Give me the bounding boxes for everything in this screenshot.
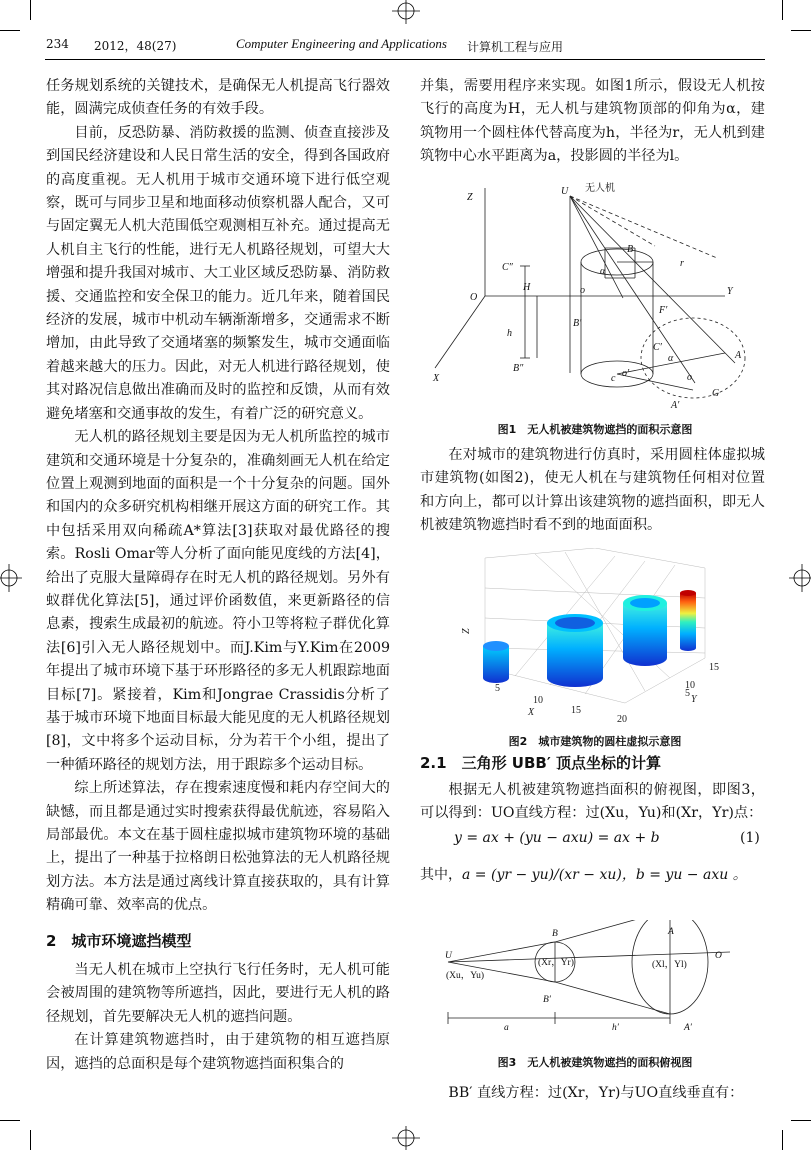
crop-mark xyxy=(30,1130,31,1150)
label-uu: (Xu，Yu) xyxy=(446,971,484,981)
right-column-p4 xyxy=(420,1082,765,1105)
figure-1-caption: 图1 无人机被建筑物遮挡的面积示意图 xyxy=(497,423,693,436)
y-tick: 15 xyxy=(709,662,719,673)
journal-title-en: Computer Engineering and Applications xyxy=(236,36,447,51)
paragraph: 任务规划系统的关键技术，是确保无人机提高飞行器效能，圆满完成侦查任务的有效手段。 xyxy=(46,78,390,118)
label-uav: 无人机 xyxy=(585,183,615,194)
label-h-big: H xyxy=(523,282,531,293)
label-y: Y xyxy=(727,286,733,297)
registration-mark xyxy=(789,560,811,596)
paragraph: 在计算建筑物遮挡时，由于建筑物的相互遮挡原因，遮挡的总面积是每个建筑物遮挡面积集合的 xyxy=(46,1032,390,1072)
label-b1: B′ xyxy=(573,318,582,329)
volume-info: 2012，48(27) xyxy=(94,39,177,53)
label-br: (Xr，Yr) xyxy=(538,958,574,968)
equation-1: y = ax + (yu − axu) = ax + b xyxy=(454,830,660,846)
label-u: U xyxy=(445,951,452,961)
label-al: (Xl，Yl) xyxy=(652,960,687,970)
label-b: B xyxy=(552,929,558,939)
label-c: c xyxy=(611,373,616,384)
equation-1-number: (1) xyxy=(740,830,760,846)
equation-2-prefix: 其中， xyxy=(420,867,462,883)
label-a1: A′ xyxy=(671,400,680,411)
label-g: G xyxy=(712,388,720,399)
label-o1: o′ xyxy=(622,368,630,379)
figure-1-diagram xyxy=(425,178,765,413)
crop-mark xyxy=(0,1120,20,1121)
label-b: B xyxy=(627,244,634,255)
label-o-small: o xyxy=(580,285,585,296)
paragraph: 并集，需要用程序来实现。如图1所示，假设无人机按飞行的高度为H，无人机与建筑物顶部的仰角为α，建筑物用一个圆柱体代替高度为h，半径为r，无人机到建筑物中心水平距离为a，投影圆的半径为l。 xyxy=(420,78,765,165)
label-alpha2: α xyxy=(668,353,674,364)
x-tick: 10 xyxy=(533,695,543,706)
figure-2-3d-plot xyxy=(455,548,735,726)
label-o-small2: o xyxy=(687,372,692,383)
label-h: h xyxy=(507,328,512,339)
y-tick: 5 xyxy=(685,688,690,699)
label-b1: B′ xyxy=(543,995,551,1005)
right-column-p2 xyxy=(420,444,765,538)
registration-mark xyxy=(388,1124,424,1150)
label-a: A xyxy=(668,927,674,937)
figure-3-top-view xyxy=(440,920,760,1040)
label-c2: C″ xyxy=(502,262,513,273)
paragraph: 当无人机在城市上空执行飞行任务时，无人机可能会被周围的建筑物等所遮挡，因此，要进行无人机的路径规划，首先要解决无人机的遮挡问题。 xyxy=(46,962,390,1025)
axis-z-label: Z xyxy=(461,628,472,634)
x-tick: 15 xyxy=(571,705,581,716)
crop-mark xyxy=(791,1120,811,1121)
label-z: Z xyxy=(467,192,473,203)
paragraph: 在对城市的建筑物进行仿真时，采用圆柱体虚拟城市建筑物(如图2)，使无人机在与建筑物任何相对位置和方向上，都可以计算出该建筑物的遮挡面积，即无人机被建筑物遮挡时看不到的地面面积。 xyxy=(420,447,765,534)
label-o: O xyxy=(715,951,722,961)
label-dist-a: a xyxy=(504,1023,509,1033)
paragraph: 无人机的路径规划主要是因为无人机所监控的城市建筑和交通环境是十分复杂的，准确刻画无人机在给定位置上观测到地面的面积是一个十分复杂的问题。国外和国内的众多研究机构相继开展这方面的研究工作。其中包括采用双向稀疏A*算法[3]获取对最优路径的搜索。Rosli Omar等人分析了面向能见度线的方法[4]，给出了克服大量障碍存在时无人机的路径规划。另外有蚁群优化算法[5]，通过评价函数值，来更新路径的信息素，搜索生成最初的航迹。符小卫等将粒子群优化算法[6]引入无人路径规划中。而J.Kim与Y.Kim在2009年提出了城市环境下基于环形路径的多无人机跟踪地面目标[7]。紧接着，Kim和Jongrae Crassidis分析了基于城市环境下地面目标最大能见度的无人机路径规划[8]，文中将多个运动目标，分为若干个小组，提出了一种循环路径的规划方法，用于跟踪多个运动目标。 xyxy=(46,429,390,773)
page-number: 234 xyxy=(46,37,69,51)
label-a1: A′ xyxy=(684,1023,692,1033)
running-header xyxy=(0,0,811,60)
label-a: A xyxy=(735,350,742,361)
registration-mark xyxy=(0,560,22,596)
journal-title-cn: 计算机工程与应用 xyxy=(467,40,564,54)
crop-mark xyxy=(782,1130,783,1150)
label-dist-h: h′ xyxy=(612,1023,619,1033)
label-b2: B″ xyxy=(513,363,524,374)
label-alpha: α xyxy=(600,266,606,277)
label-r: r xyxy=(680,258,684,269)
label-o: O xyxy=(470,292,478,303)
label-u: U xyxy=(561,186,569,197)
label-f1: F′ xyxy=(659,305,668,316)
figure-3-caption: 图3 无人机被建筑物遮挡的面积俯视图 xyxy=(497,1056,693,1069)
paragraph: BB′ 直线方程：过(Xr，Yr)与UO直线垂直有： xyxy=(448,1085,744,1101)
axis-x-label: X xyxy=(528,707,535,718)
paragraph: 综上所述算法，存在搜索速度慢和耗内存空间大的缺憾，而且都是通过实时搜索获得最优航迹，容易陷入局部最优。本文在基于圆柱虚拟城市建筑物环境的基础上，提出了一种基于拉格朗日松弛算法的无人机路径规划方法。本方法是通过离线计算直接获取的，具有计算精确可靠、效率高的优点。 xyxy=(46,780,390,914)
right-column-p3 xyxy=(420,779,765,826)
axis-y-label: Y xyxy=(691,694,697,705)
paragraph: 目前，反恐防暴、消防救援的监测、侦查直接涉及到国民经济建设和人民日常生活的安全，得到各国政府的高度重视。无人机用于城市交通环境下进行低空观察，既可与同步卫星和地面移动侦察机器人配合，又可与固定翼无人机大范围低空观测相互补充。通过提高无人机自主飞行的性能，进行无人机路径规划，可望大大增强和提升我国对城市、大工业区域反恐防暴、消防救援、交通监控和安全保卫的能力。近几年来，随着国民经济的发展，城市中机动车辆渐渐增多，交通需求不断增加，由此导致了交通堵塞的频繁发生，城市交通面临着越来越大的压力。因此，对无人机进行路径规划，使其对路况信息做出准确而及时的监控和反馈，从而有效避免堵塞和交通事故的发生，有着广泛的研究意义。 xyxy=(46,124,390,422)
subsection-heading: 2.1 三角形 UBB′ 顶点坐标的计算 xyxy=(420,754,662,772)
equation-2: a = (yr − yu)/(xr − xu)，b = yu − axu 。 xyxy=(462,867,747,883)
section-heading: 2 城市环境遮挡模型 xyxy=(46,931,192,950)
left-column xyxy=(46,75,390,1076)
header-rule xyxy=(45,59,765,60)
x-tick: 5 xyxy=(495,683,500,694)
y-tick: 10 xyxy=(685,680,695,691)
x-tick: 20 xyxy=(617,714,627,725)
paragraph: 根据无人机被建筑物遮挡面积的俯视图，即图3，可以得到：UO直线方程：过(Xu，Yu)和(Xr，Yr)点： xyxy=(420,782,765,822)
label-x: X xyxy=(433,373,440,384)
right-column-intro xyxy=(420,75,765,169)
label-c1: C′ xyxy=(653,342,662,353)
figure-2-caption: 图2 城市建筑物的圆柱虚拟示意图 xyxy=(508,735,682,748)
